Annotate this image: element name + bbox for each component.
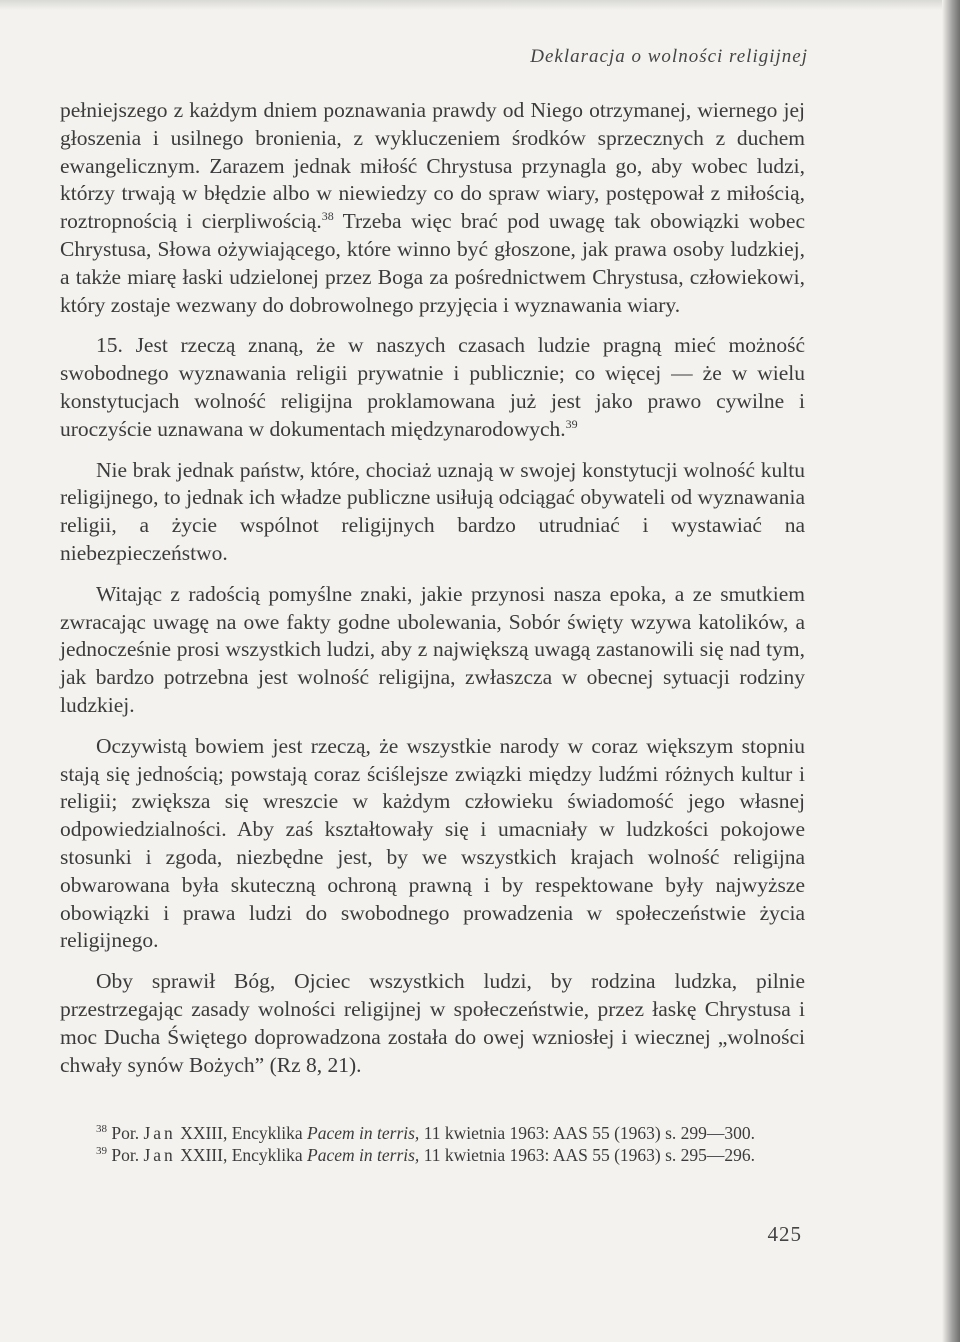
footnote-ref-39[interactable]: 39 [565,416,578,431]
footnote-39 [60,1144,805,1166]
paragraph-1-text: pełniejszego z każdym dniem poznawania prawdy od Niego otrzymanej, wiernego jej głoszenia i usilnego bronienia, z wykluczeniem środków sprzecznych z duchem ewangelicznym. Zarazem jednak miłość Chrystusa przynagla go, aby wobec ludzi, którzy trwają w błędzie albo w niewiedzy co do spraw wiary, postępował z miłością, roztropnością i cierpliwością. [60,98,805,234]
footnote-pre-title: XXIII, Encyklika [180,1123,303,1143]
footnote-prefix: Por. [111,1145,140,1165]
paragraph-2 [60,332,805,443]
paragraph-4-text: Witając z radością pomyślne znaki, jakie przynosi nasza epoka, a ze smutkiem zwracając uwagę na owe fakty godne ubolewania, Sobór święty wzywa katolików, a jednocześnie prosi wszystkich ludzi, aby z największą uwagą zastanowili się nad tym, jak bardzo potrzebna jest wolność religijna, zwłaszcza w obecnej sytuacji rodziny ludzkiej. [60,581,805,717]
body-text [60,97,805,1092]
page-top-shadow [0,0,960,10]
paragraph-6 [60,968,805,1079]
paragraph-3-text: Nie brak jednak państw, które, chociaż uznają w swojej konstytucji wolność kultu religijnego, to jednak ich władze publiczne usiłują odciągać obywateli od wyznawania religii, a życie wspólnot religijnych bardzo utrudniać i wystawiać na niebezpieczeństwo. [60,457,805,565]
paragraph-1 [60,97,805,319]
footnote-ref-38[interactable]: 38 [321,209,334,224]
paragraph-3 [60,457,805,568]
footnote-38 [60,1122,805,1144]
footnote-prefix: Por. [111,1123,140,1143]
footnote-mark: 39 [96,1145,107,1158]
running-head: Deklaracja o wolności religijnej [530,46,808,67]
paragraph-2-text: 15. Jest rzeczą znaną, że w naszych czasach ludzie pragną mieć możność swobodnego wyznawania religii prywatnie i publicznie; co więcej — że w wielu konstytucjach wolność religijna proklamowana już jest jako prawo cywilne i uroczyście uznawana w dokumentach międzynarodowych. [60,333,805,441]
footnote-rest: 11 kwietnia 1963: AAS 55 (1963) s. 295—296. [423,1145,756,1165]
paragraph-1-tail: Trzeba więc brać pod uwagę tak obowiązki wobec Chrystusa, Słowa ożywiającego, które winno być głoszone, jak prawa osoby ludzkiej, a także miarę łaski udzielonej przez Boga za pośrednictwem Chrystusa, człowiekowi, który zostaje wezwany do dobrowolnego przyjęcia i wyznawania wiary. [60,209,805,317]
page-number: 425 [767,1222,802,1246]
footnote-mark: 38 [96,1123,107,1136]
footnote-pre-title: XXIII, Encyklika [180,1145,303,1165]
footnote-author: Jan [143,1145,176,1165]
paragraph-5 [60,733,805,955]
page-right-shadow [942,0,960,1342]
footnote-author: Jan [143,1123,176,1143]
paragraph-6-text: Oby sprawił Bóg, Ojciec wszystkich ludzi, by rodzina ludzka, pilnie przestrzegając zasady wolności religijnej w społeczeństwie, przez łaskę Chrystusa i moc Ducha Świętego doprowadzona została do owej wzniosłej i wiecznej „wolności chwały synów Bożych” (Rz 8, 21). [60,969,805,1077]
footnotes [60,1122,805,1166]
paragraph-5-text: Oczywistą bowiem jest rzeczą, że wszystkie narody w coraz większym stopniu stają się jednością; powstają coraz ściślejsze związki między ludźmi różnych kultur i religii; zwiększa się wreszcie w każdym człowieku świadomość jego własnej odpowiedzialności. Aby zaś kształtowały się i umacniały w ludzkości pokojowe stosunki i zgoda, niezbędne jest, by we wszystkich krajach wolność religijna obwarowana była skuteczną ochroną prawną i by respektowane były najwyższe obowiązki i prawa ludzi do swobodnego prowadzenia w społeczeństwie życia religijnego. [60,733,805,953]
footnote-title: Pacem in terris, [307,1145,420,1165]
footnote-title: Pacem in terris, [307,1123,420,1143]
paragraph-4 [60,581,805,720]
footnote-rest: 11 kwietnia 1963: AAS 55 (1963) s. 299—300. [423,1123,756,1143]
